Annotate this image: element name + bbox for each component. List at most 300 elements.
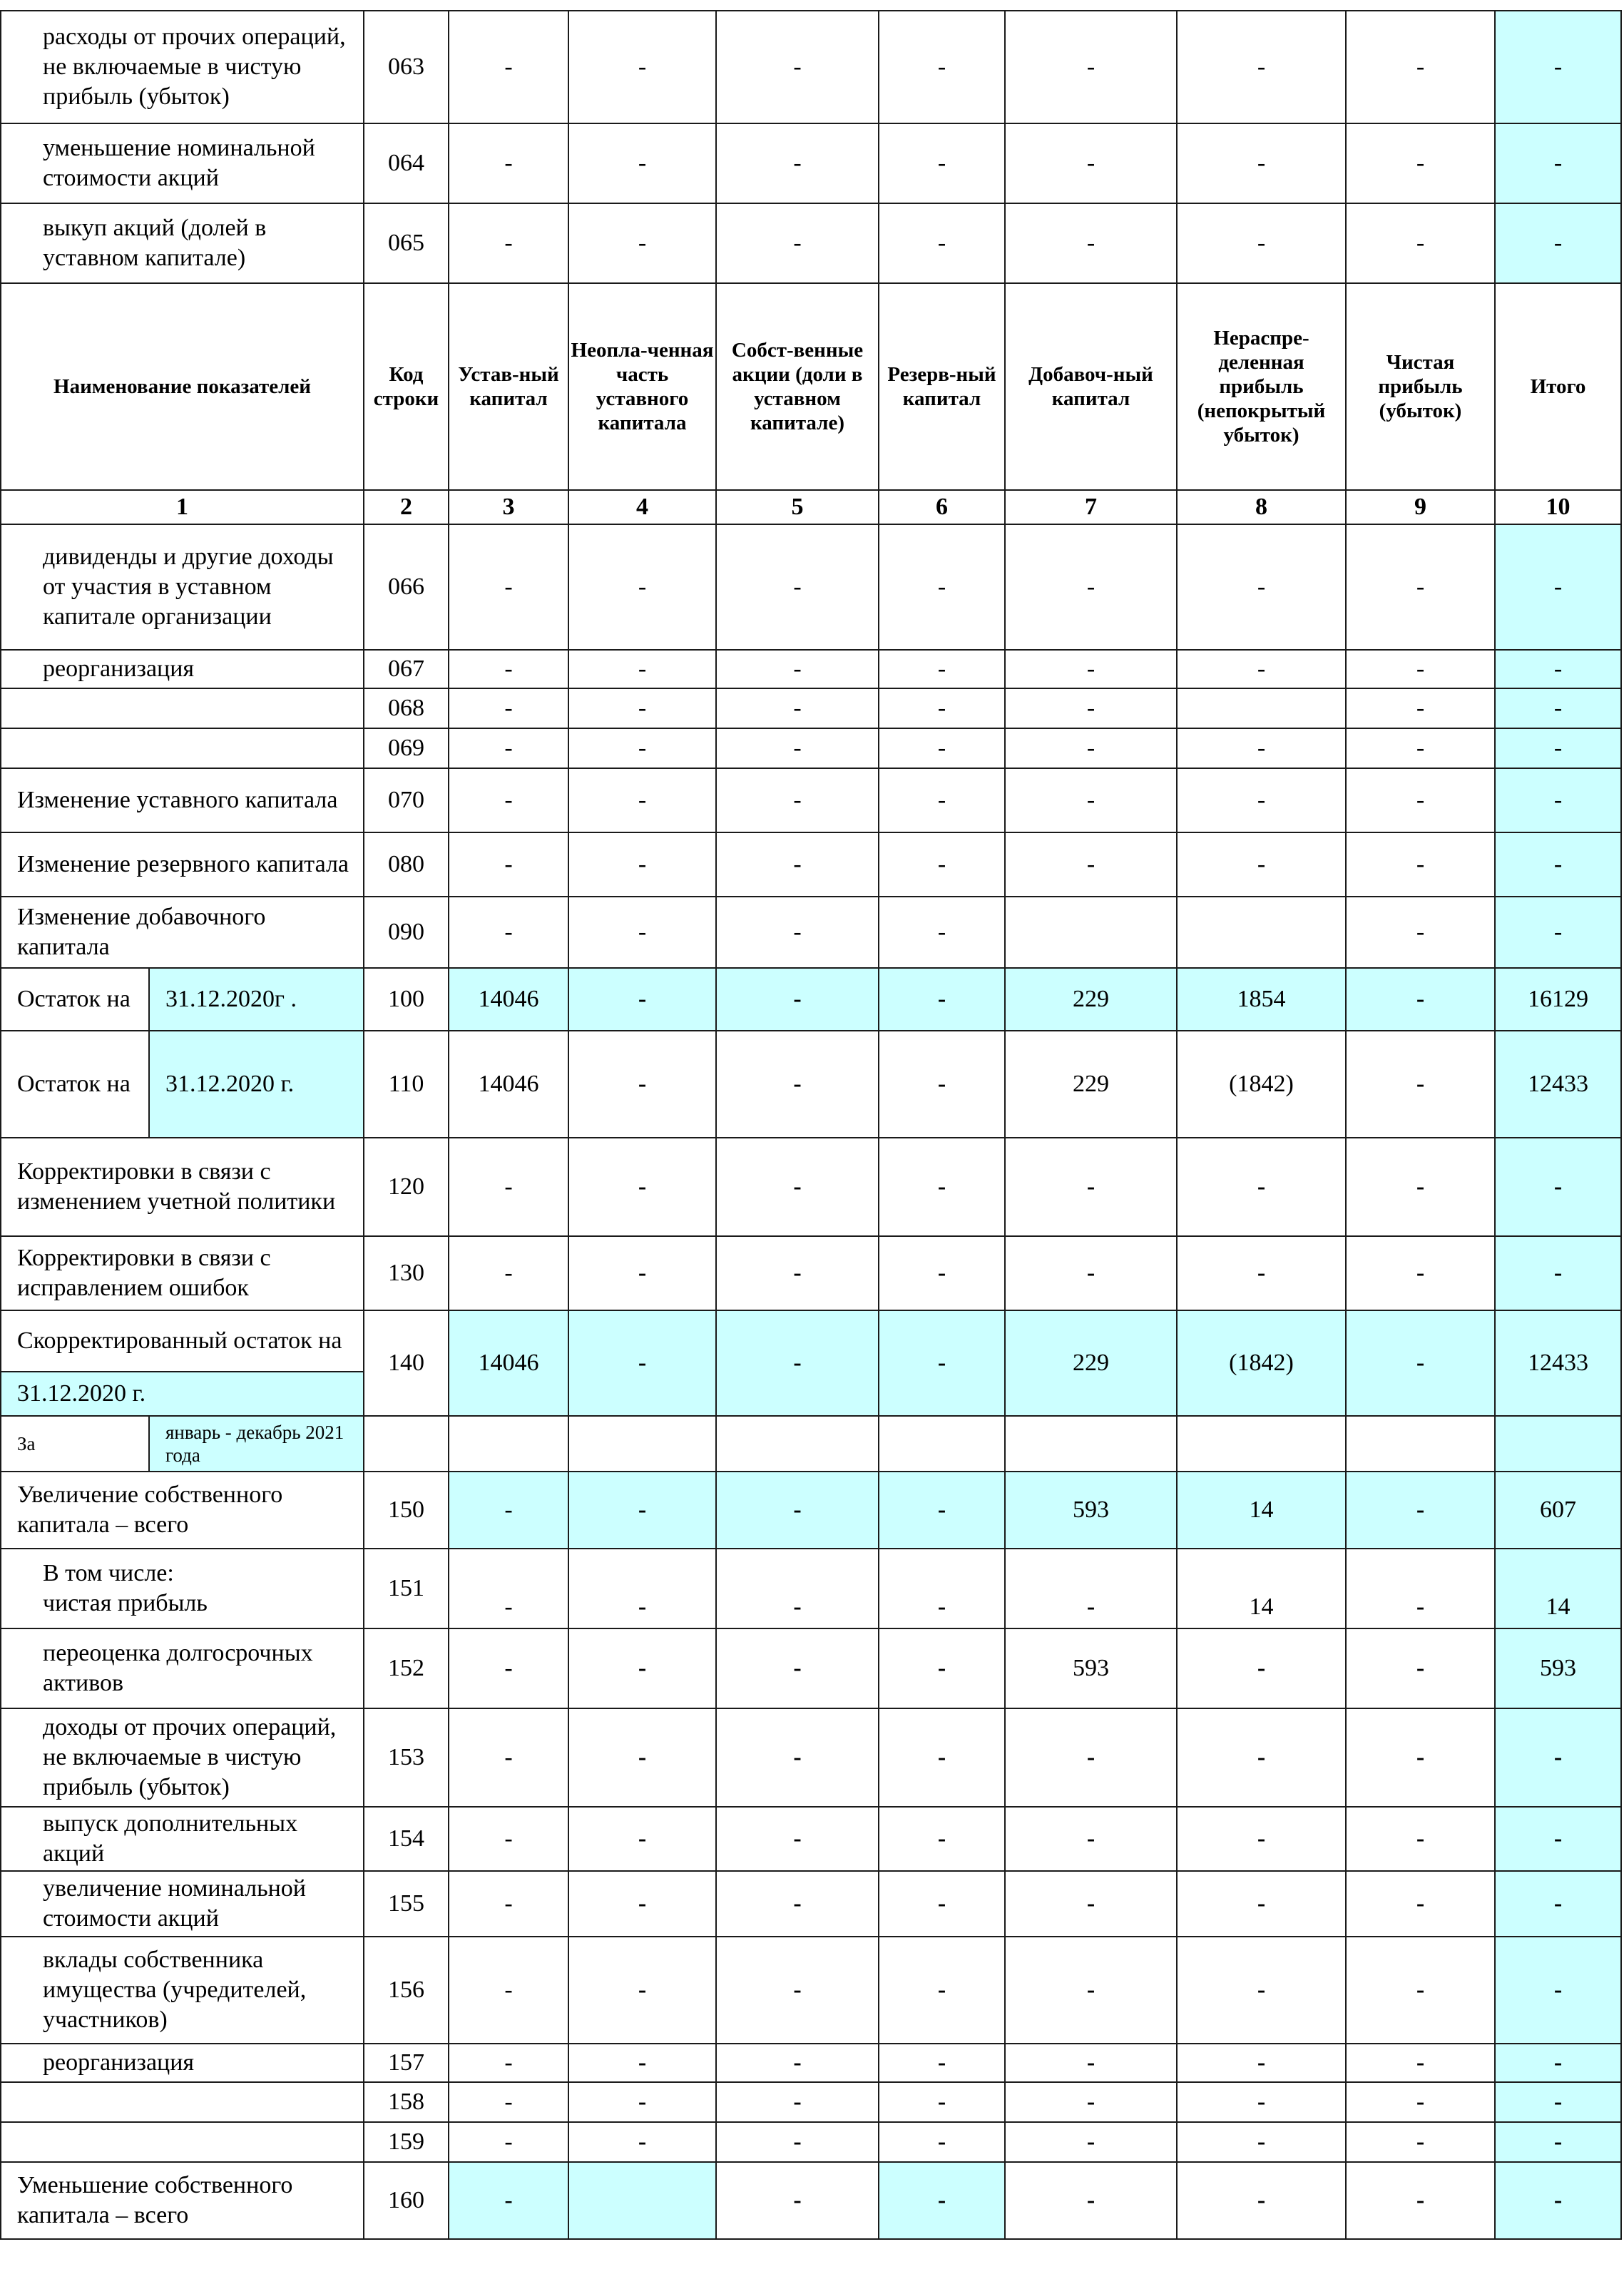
value-cell: - (568, 1031, 716, 1138)
table-row (1, 283, 1621, 490)
value-cell: - (879, 1549, 1005, 1628)
value-cell: - (449, 832, 568, 897)
column-header: Резерв-ный капитал (879, 283, 1005, 490)
value-cell: - (1495, 1236, 1621, 1310)
row-name: Изменение резервного капитала (1, 832, 364, 897)
column-header: Устав-ный капитал (449, 283, 568, 490)
value-cell: - (1177, 1708, 1346, 1807)
row-name: реорганизация (1, 650, 364, 688)
value-cell: - (879, 1871, 1005, 1937)
value-cell: - (449, 650, 568, 688)
value-cell: - (449, 11, 568, 123)
value-cell: 14 (1177, 1472, 1346, 1549)
value-cell: - (449, 688, 568, 728)
value-cell: - (449, 2162, 568, 2239)
value-cell: - (1495, 1708, 1621, 1807)
empty-cell (364, 1416, 449, 1472)
value-cell: - (1005, 2044, 1177, 2082)
column-header: Добавоч-ный капитал (1005, 283, 1177, 490)
value-cell: - (879, 832, 1005, 897)
column-number: 8 (1177, 490, 1346, 524)
value-cell: - (1005, 1138, 1177, 1236)
value-cell: - (879, 2082, 1005, 2122)
value-cell: 593 (1495, 1628, 1621, 1708)
value-cell (1177, 897, 1346, 968)
value-cell: - (449, 1549, 568, 1628)
value-cell: - (716, 1628, 879, 1708)
value-cell: - (716, 203, 879, 283)
value-cell: - (879, 11, 1005, 123)
period-prefix: За (1, 1416, 149, 1472)
row-code: 154 (364, 1807, 449, 1871)
row-name (1, 728, 364, 768)
empty-cell (1346, 1416, 1495, 1472)
row-code: 080 (364, 832, 449, 897)
row-name-label: чистая прибыль (43, 1590, 208, 1616)
value-cell: - (1495, 897, 1621, 968)
value-cell: - (879, 1472, 1005, 1549)
value-cell: - (568, 1236, 716, 1310)
table-row (1, 2162, 1621, 2239)
value-cell: - (1177, 203, 1346, 283)
row-name (1, 2122, 364, 2162)
value-cell: - (449, 1472, 568, 1549)
value-cell: - (879, 650, 1005, 688)
empty-cell (879, 1416, 1005, 1472)
value-cell: - (1495, 768, 1621, 832)
value-cell: - (1346, 2082, 1495, 2122)
value-cell: - (568, 2044, 716, 2082)
value-cell: 607 (1495, 1472, 1621, 1549)
row-name: увеличение номинальной стоимости акций (1, 1871, 364, 1937)
row-code: 120 (364, 1138, 449, 1236)
table-row (1, 1472, 1621, 1549)
value-cell: - (1495, 524, 1621, 650)
value-cell: - (1346, 1549, 1495, 1628)
caption-in-that-number: В том числе: (43, 1560, 174, 1586)
balance-label: Скорректированный остаток на (1, 1310, 364, 1372)
value-cell: - (1346, 768, 1495, 832)
column-header: Собст-венные акции (доли в уставном капитале) (716, 283, 879, 490)
value-cell: (1842) (1177, 1031, 1346, 1138)
table-row (1, 1031, 1621, 1138)
row-code: 151 (364, 1549, 449, 1628)
value-cell: - (1177, 123, 1346, 203)
value-cell: - (1005, 1549, 1177, 1628)
table-row (1, 1310, 1621, 1372)
value-cell: - (879, 728, 1005, 768)
value-cell: - (568, 1708, 716, 1807)
value-cell: - (1005, 2162, 1177, 2239)
table-row (1, 832, 1621, 897)
value-cell: - (568, 1472, 716, 1549)
value-cell: - (1346, 2122, 1495, 2162)
value-cell: - (568, 2122, 716, 2162)
table-row (1, 1236, 1621, 1310)
value-cell: 229 (1005, 1310, 1177, 1416)
row-name: Увеличение собственного капитала – всего (1, 1472, 364, 1549)
value-cell: - (449, 1807, 568, 1871)
value-cell: - (1495, 832, 1621, 897)
value-cell: - (568, 2082, 716, 2122)
row-code: 150 (364, 1472, 449, 1549)
value-cell: - (1346, 123, 1495, 203)
column-number: 7 (1005, 490, 1177, 524)
column-number: 4 (568, 490, 716, 524)
value-cell: - (568, 1937, 716, 2044)
value-cell: - (1495, 1138, 1621, 1236)
value-cell: - (568, 203, 716, 283)
row-name: реорганизация (1, 2044, 364, 2082)
value-cell: - (879, 2162, 1005, 2239)
value-cell: - (716, 650, 879, 688)
value-cell: - (716, 2044, 879, 2082)
row-code: 158 (364, 2082, 449, 2122)
value-cell: - (879, 1937, 1005, 2044)
row-code: 157 (364, 2044, 449, 2082)
empty-cell (568, 1416, 716, 1472)
row-name: выпуск дополнительных акций (1, 1807, 364, 1871)
column-number: 10 (1495, 490, 1621, 524)
value-cell: - (568, 688, 716, 728)
value-cell: - (879, 1807, 1005, 1871)
value-cell: 14046 (449, 1310, 568, 1416)
value-cell: - (1005, 1807, 1177, 1871)
value-cell: - (449, 1138, 568, 1236)
value-cell: - (1177, 2162, 1346, 2239)
value-cell: - (1346, 897, 1495, 968)
value-cell: - (1005, 11, 1177, 123)
value-cell: - (1346, 688, 1495, 728)
value-cell: - (568, 1549, 716, 1628)
value-cell: - (449, 203, 568, 283)
value-cell: - (1005, 728, 1177, 768)
value-cell: - (568, 832, 716, 897)
row-name: вклады собственника имущества (учредителей, участников) (1, 1937, 364, 2044)
value-cell: - (879, 1708, 1005, 1807)
column-header-name: Наименование показателей (1, 283, 364, 490)
value-cell: - (449, 123, 568, 203)
value-cell: - (879, 524, 1005, 650)
value-cell: - (1177, 1236, 1346, 1310)
value-cell: - (716, 1871, 879, 1937)
value-cell: - (1346, 650, 1495, 688)
column-number: 9 (1346, 490, 1495, 524)
table-row (1, 650, 1621, 688)
value-cell: - (1346, 2044, 1495, 2082)
value-cell: - (568, 768, 716, 832)
value-cell: 16129 (1495, 968, 1621, 1031)
value-cell: - (1177, 728, 1346, 768)
row-name (1, 1549, 364, 1628)
row-code: 153 (364, 1708, 449, 1807)
value-cell: - (1177, 832, 1346, 897)
value-cell: - (1346, 832, 1495, 897)
table-row (1, 203, 1621, 283)
row-code: 100 (364, 968, 449, 1031)
row-name: переоценка долгосрочных активов (1, 1628, 364, 1708)
value-cell: - (1177, 1628, 1346, 1708)
value-cell: - (1346, 1236, 1495, 1310)
value-cell: - (1346, 2162, 1495, 2239)
value-cell: 12433 (1495, 1310, 1621, 1416)
value-cell: 229 (1005, 1031, 1177, 1138)
value-cell: - (879, 1310, 1005, 1416)
value-cell: - (568, 897, 716, 968)
value-cell (1005, 897, 1177, 968)
table-row (1, 1138, 1621, 1236)
balance-date: 31.12.2020г . (149, 968, 364, 1031)
table-row (1, 2082, 1621, 2122)
row-code: 069 (364, 728, 449, 768)
value-cell: - (879, 897, 1005, 968)
value-cell: 593 (1005, 1628, 1177, 1708)
value-cell: - (1177, 1807, 1346, 1871)
value-cell: - (879, 2122, 1005, 2162)
value-cell: - (568, 1871, 716, 1937)
value-cell: - (568, 650, 716, 688)
value-cell: - (1495, 728, 1621, 768)
value-cell: - (1005, 123, 1177, 203)
value-cell: - (716, 728, 879, 768)
row-code: 068 (364, 688, 449, 728)
value-cell: - (1005, 2082, 1177, 2122)
value-cell: - (716, 2082, 879, 2122)
value-cell: 12433 (1495, 1031, 1621, 1138)
value-cell: - (1005, 1871, 1177, 1937)
value-cell: - (879, 688, 1005, 728)
value-cell: - (1005, 203, 1177, 283)
value-cell: - (716, 1708, 879, 1807)
table-row (1, 2044, 1621, 2082)
value-cell: - (879, 1031, 1005, 1138)
value-cell: - (1346, 1472, 1495, 1549)
value-cell: - (568, 1807, 716, 1871)
column-header: Код строки (364, 283, 449, 490)
row-code: 063 (364, 11, 449, 123)
value-cell: - (449, 768, 568, 832)
table-row (1, 968, 1621, 1031)
column-number: 3 (449, 490, 568, 524)
value-cell: - (716, 897, 879, 968)
column-header: Итого (1495, 283, 1621, 490)
value-cell: - (716, 2162, 879, 2239)
value-cell: - (1005, 1937, 1177, 2044)
value-cell: - (716, 968, 879, 1031)
row-name (1, 688, 364, 728)
table-row (1, 1416, 1621, 1472)
value-cell: - (879, 2044, 1005, 2082)
value-cell: - (568, 524, 716, 650)
value-cell: 14046 (449, 1031, 568, 1138)
value-cell: - (568, 728, 716, 768)
value-cell: - (1177, 768, 1346, 832)
value-cell: - (716, 1549, 879, 1628)
value-cell: - (716, 1937, 879, 2044)
value-cell: - (1346, 11, 1495, 123)
table-row (1, 1708, 1621, 1807)
row-code: 159 (364, 2122, 449, 2162)
value-cell: - (716, 11, 879, 123)
value-cell: - (716, 1310, 879, 1416)
value-cell: - (1495, 2044, 1621, 2082)
value-cell: - (716, 524, 879, 650)
value-cell: - (1005, 1236, 1177, 1310)
value-cell: - (1177, 1138, 1346, 1236)
row-code: 155 (364, 1871, 449, 1937)
value-cell: 229 (1005, 968, 1177, 1031)
value-cell: - (1005, 768, 1177, 832)
balance-label: Остаток на (1, 1031, 149, 1138)
table-row (1, 1549, 1621, 1628)
value-cell: - (449, 2044, 568, 2082)
value-cell: - (1495, 2162, 1621, 2239)
value-cell: - (716, 1138, 879, 1236)
row-name: Изменение уставного капитала (1, 768, 364, 832)
row-name: Изменение добавочного капитала (1, 897, 364, 968)
value-cell: - (716, 768, 879, 832)
empty-cell (716, 1416, 879, 1472)
table-row (1, 768, 1621, 832)
empty-cell (1495, 1416, 1621, 1472)
column-number: 5 (716, 490, 879, 524)
value-cell: (1842) (1177, 1310, 1346, 1416)
value-cell: 593 (1005, 1472, 1177, 1549)
value-cell: - (449, 728, 568, 768)
value-cell: - (879, 123, 1005, 203)
value-cell: - (879, 203, 1005, 283)
table-row (1, 11, 1621, 123)
table-row (1, 524, 1621, 650)
value-cell (1177, 688, 1346, 728)
row-name: Корректировки в связи с исправлением ошибок (1, 1236, 364, 1310)
row-code: 130 (364, 1236, 449, 1310)
row-code: 065 (364, 203, 449, 283)
row-code: 156 (364, 1937, 449, 2044)
equity-changes-table (0, 10, 1622, 2240)
table-row (1, 123, 1621, 203)
row-code: 152 (364, 1628, 449, 1708)
value-cell: - (1495, 650, 1621, 688)
row-code: 067 (364, 650, 449, 688)
value-cell: - (449, 1871, 568, 1937)
value-cell: - (1346, 1807, 1495, 1871)
value-cell: - (1346, 728, 1495, 768)
value-cell: - (1346, 968, 1495, 1031)
value-cell: - (716, 1236, 879, 1310)
value-cell: - (449, 1937, 568, 2044)
table-row (1, 490, 1621, 524)
value-cell: - (1177, 2082, 1346, 2122)
value-cell: - (449, 2122, 568, 2162)
value-cell: - (1177, 2122, 1346, 2162)
value-cell: - (716, 1031, 879, 1138)
value-cell: - (716, 123, 879, 203)
value-cell: - (568, 1310, 716, 1416)
value-cell: - (1346, 1310, 1495, 1416)
table-row (1, 1937, 1621, 2044)
value-cell: - (879, 1236, 1005, 1310)
value-cell: - (879, 968, 1005, 1031)
value-cell: - (1495, 1871, 1621, 1937)
value-cell: - (1346, 1138, 1495, 1236)
value-cell: - (449, 897, 568, 968)
value-cell: - (1495, 1807, 1621, 1871)
row-name: уменьшение номинальной стоимости акций (1, 123, 364, 203)
balance-date: 31.12.2020 г. (1, 1372, 364, 1416)
table-row (1, 2122, 1621, 2162)
value-cell: - (1005, 832, 1177, 897)
row-name (1, 2082, 364, 2122)
table-row (1, 1807, 1621, 1871)
balance-date: 31.12.2020 г. (149, 1031, 364, 1138)
row-name: расходы от прочих операций, не включаемые в чистую прибыль (убыток) (1, 11, 364, 123)
value-cell: - (1346, 1937, 1495, 2044)
value-cell: 14 (1495, 1549, 1621, 1628)
value-cell: - (716, 2122, 879, 2162)
row-code: 064 (364, 123, 449, 203)
period-text: январь - декабрь 2021 года (149, 1416, 364, 1472)
value-cell: - (1495, 203, 1621, 283)
balance-label: Остаток на (1, 968, 149, 1031)
value-cell: - (716, 1807, 879, 1871)
value-cell: - (1177, 11, 1346, 123)
value-cell: - (1005, 524, 1177, 650)
value-cell: - (1495, 123, 1621, 203)
table-row (1, 688, 1621, 728)
value-cell: - (1177, 1871, 1346, 1937)
row-code: 090 (364, 897, 449, 968)
value-cell: 1854 (1177, 968, 1346, 1031)
table-row (1, 897, 1621, 968)
value-cell: - (449, 524, 568, 650)
row-name: Корректировки в связи с изменением учетной политики (1, 1138, 364, 1236)
column-number: 6 (879, 490, 1005, 524)
value-cell: 14046 (449, 968, 568, 1031)
value-cell: - (1005, 688, 1177, 728)
row-name: доходы от прочих операций, не включаемые в чистую прибыль (убыток) (1, 1708, 364, 1807)
row-name: Уменьшение собственного капитала – всего (1, 2162, 364, 2239)
value-cell: - (568, 1628, 716, 1708)
value-cell: - (568, 11, 716, 123)
value-cell: - (1346, 524, 1495, 650)
table-row (1, 1628, 1621, 1708)
value-cell: - (449, 1236, 568, 1310)
value-cell: - (449, 1628, 568, 1708)
empty-cell (1005, 1416, 1177, 1472)
value-cell: - (879, 1628, 1005, 1708)
row-code: 110 (364, 1031, 449, 1138)
value-cell: - (1346, 1871, 1495, 1937)
column-header: Чистая прибыль (убыток) (1346, 283, 1495, 490)
empty-cell (449, 1416, 568, 1472)
value-cell: - (716, 832, 879, 897)
empty-cell (1177, 1416, 1346, 1472)
value-cell: - (716, 688, 879, 728)
column-number: 1 (1, 490, 364, 524)
value-cell: - (1346, 1708, 1495, 1807)
value-cell: - (1005, 650, 1177, 688)
column-number: 2 (364, 490, 449, 524)
table-row (1, 1871, 1621, 1937)
row-code: 160 (364, 2162, 449, 2239)
value-cell: - (1177, 650, 1346, 688)
value-cell: - (449, 2082, 568, 2122)
row-name: выкуп акций (долей в уставном капитале) (1, 203, 364, 283)
value-cell: - (1177, 2044, 1346, 2082)
column-header: Неопла-ченная часть уставного капитала (568, 283, 716, 490)
value-cell: - (1346, 203, 1495, 283)
